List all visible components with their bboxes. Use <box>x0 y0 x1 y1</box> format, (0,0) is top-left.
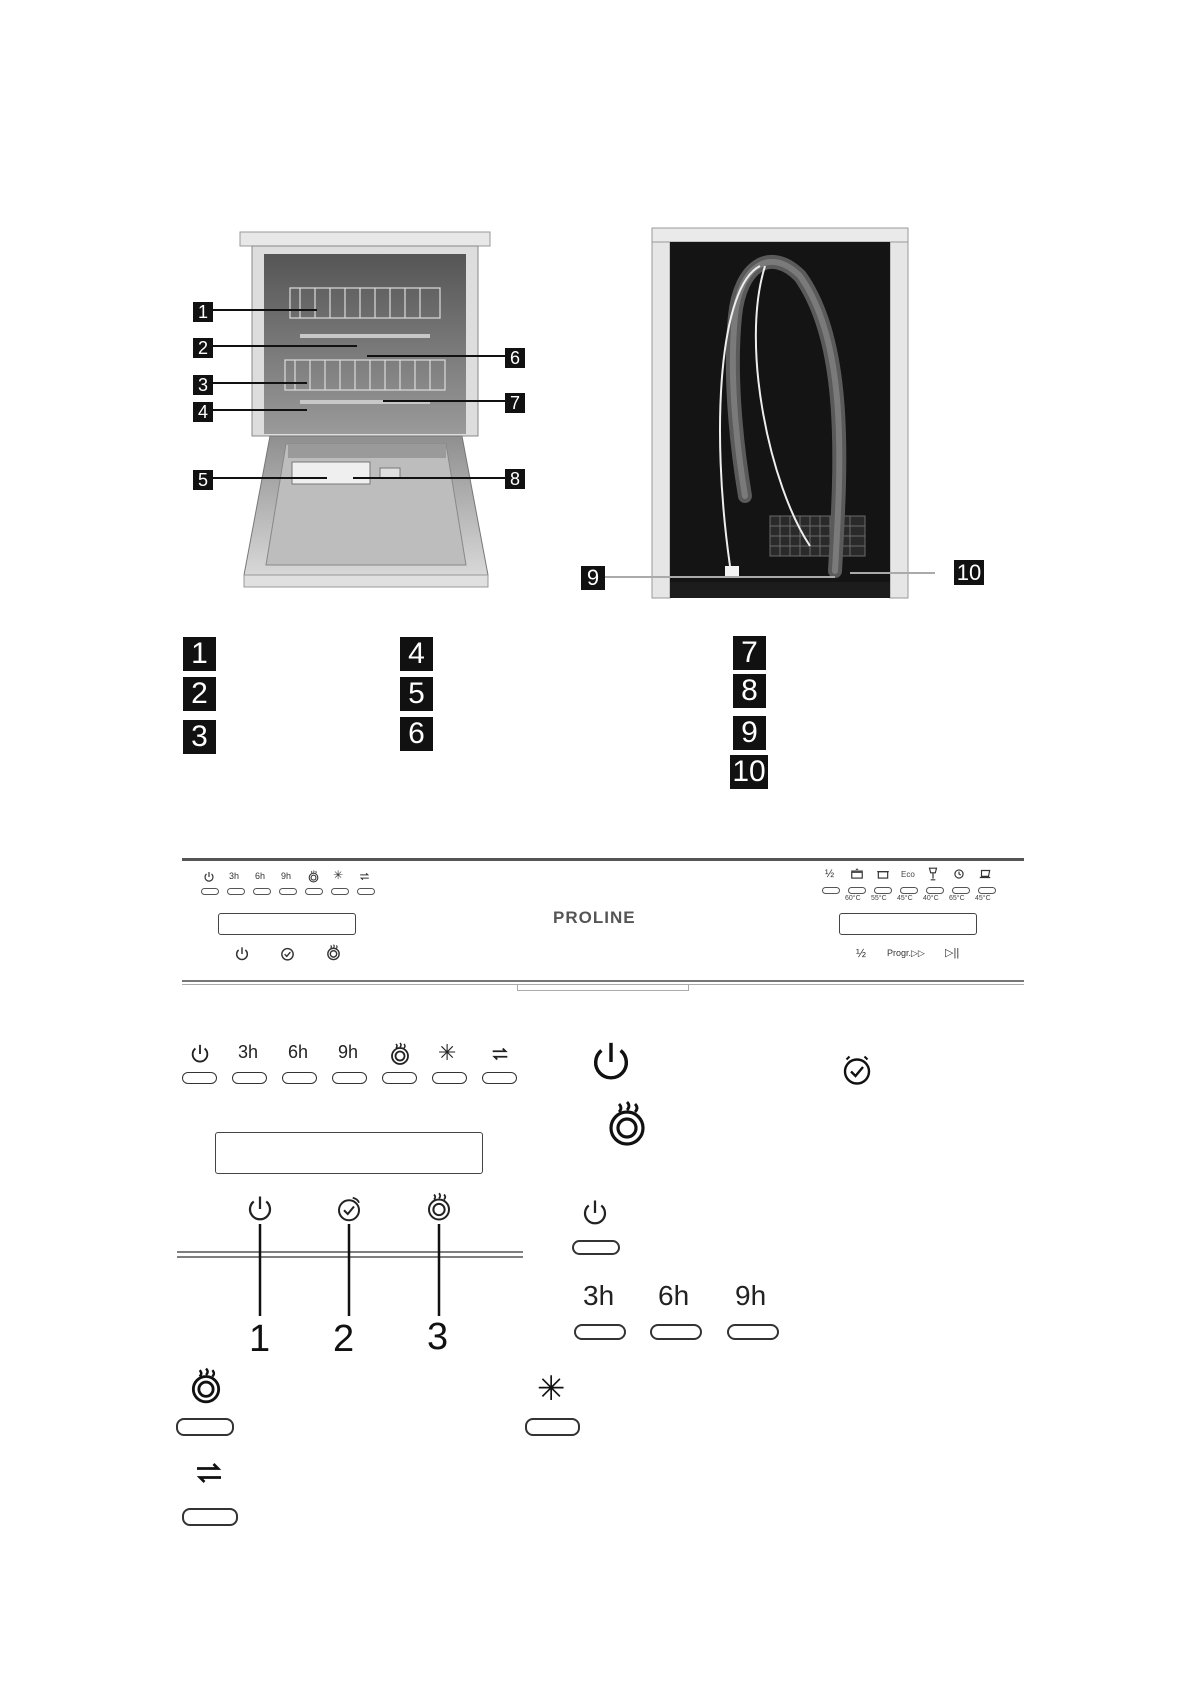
callout-10: 10 <box>954 560 984 585</box>
callout-7: 7 <box>505 393 525 413</box>
panel-eco-label: Eco <box>901 870 915 879</box>
panel-power-button-icon[interactable] <box>234 946 250 962</box>
detail-intensive-button-icon[interactable] <box>424 1192 454 1222</box>
panel-temp-6: 45°C <box>975 895 991 902</box>
explain-delay-6h: 6h <box>658 1280 690 1311</box>
explain-delay-led-9h <box>727 1324 779 1340</box>
panel-label-6h: 6h <box>255 871 266 881</box>
legend-2: 2 <box>183 677 216 711</box>
fast-forward-icon: ▷▷ <box>911 948 925 958</box>
panel-led <box>201 888 219 895</box>
detail-rinse-aid-icon: ✳ <box>438 1040 457 1065</box>
panel-right-display <box>839 913 977 935</box>
detail-led <box>232 1072 267 1084</box>
panel-intensive-button-icon[interactable] <box>325 944 342 961</box>
panel-program-led <box>952 887 970 894</box>
panel-label-3h: 3h <box>229 871 240 881</box>
brand-logo: PROLINE <box>553 908 636 927</box>
panel-program-glass-icon <box>927 867 939 881</box>
dishwasher-back-photo <box>650 226 910 606</box>
panel-rinse-aid-icon: ✳ <box>333 868 344 882</box>
panel-half-load-button[interactable]: ½ <box>856 946 867 960</box>
panel-led <box>305 888 323 895</box>
callout-3: 3 <box>193 375 213 395</box>
callout-9: 9 <box>581 566 605 590</box>
callout-4: 4 <box>193 402 213 422</box>
detail-power-indicator-icon <box>189 1043 211 1065</box>
explain-rinse-aid-icon: ✳ <box>537 1370 566 1408</box>
detail-salt-icon <box>488 1043 512 1065</box>
front-callout-lines <box>195 300 525 490</box>
panel-led <box>253 888 271 895</box>
explain-delay-led-3h <box>574 1324 626 1340</box>
callout-1: 1 <box>193 302 213 322</box>
legend-7: 7 <box>733 636 766 670</box>
panel-program-button-label: Progr. <box>887 948 912 958</box>
panel-program-prewash-icon <box>978 867 992 881</box>
detail-callout-1: 1 <box>249 1318 271 1360</box>
panel-program-led <box>926 887 944 894</box>
panel-led <box>331 888 349 895</box>
panel-delay-button-icon[interactable] <box>279 945 296 962</box>
detail-label-3h: 3h <box>238 1042 259 1062</box>
detail-label-9h: 9h <box>338 1042 359 1062</box>
panel-intensive-icon <box>307 870 320 883</box>
explain-power-led <box>572 1240 620 1255</box>
explain-delay-icon <box>839 1052 875 1088</box>
legend-10: 10 <box>730 755 768 789</box>
detail-led <box>332 1072 367 1084</box>
detail-label-6h: 6h <box>288 1042 309 1062</box>
legend-9: 9 <box>733 716 766 750</box>
legend-3: 3 <box>183 720 216 754</box>
explain-salt-icon <box>190 1455 228 1491</box>
explain-intensive-icon <box>603 1100 651 1148</box>
panel-half-load-label: ½ <box>825 868 835 880</box>
legend-8: 8 <box>733 674 766 708</box>
panel-left-display <box>218 913 356 935</box>
detail-callout-3: 3 <box>427 1316 449 1358</box>
panel-temp-3: 45°C <box>897 895 913 902</box>
panel-program-pot-icon <box>876 868 890 880</box>
panel-program-led <box>848 887 866 894</box>
panel-program-pots-icon <box>850 868 864 880</box>
panel-label-9h: 9h <box>281 871 292 881</box>
legend-4: 4 <box>400 637 433 671</box>
panel-program-led <box>874 887 892 894</box>
explain-delay-3h: 3h <box>583 1280 615 1311</box>
explain-intensive-led <box>176 1418 234 1436</box>
panel-program-led <box>822 887 840 894</box>
panel-temp-1: 60°C <box>845 895 861 902</box>
explain-rinse-aid-led <box>525 1418 580 1436</box>
back-callout-lines <box>595 555 945 595</box>
explain-power-led-icon <box>580 1198 610 1228</box>
panel-program-quick-icon <box>952 867 966 881</box>
callout-6: 6 <box>505 348 525 368</box>
detail-intensive-indicator-icon <box>388 1042 412 1066</box>
detail-callout-2: 2 <box>333 1318 355 1360</box>
panel-program-led <box>978 887 996 894</box>
detail-led <box>382 1072 417 1084</box>
panel-program-led <box>900 887 918 894</box>
panel-temp-4: 40°C <box>923 895 939 902</box>
detail-display <box>215 1132 483 1174</box>
explain-power-icon <box>588 1039 634 1085</box>
detail-led <box>432 1072 467 1084</box>
panel-program-button[interactable] <box>887 948 925 959</box>
explain-salt-led <box>182 1508 238 1526</box>
panel-start-pause-button[interactable]: ▷|| <box>945 947 960 959</box>
callout-8: 8 <box>505 469 525 489</box>
panel-temp-5: 65°C <box>949 895 965 902</box>
legend-6: 6 <box>400 717 433 751</box>
legend-1: 1 <box>183 637 216 671</box>
panel-led <box>357 888 375 895</box>
detail-led <box>482 1072 517 1084</box>
panel-temp-2: 55°C <box>871 895 887 902</box>
legend-5: 5 <box>400 677 433 711</box>
detail-led <box>282 1072 317 1084</box>
detail-led <box>182 1072 217 1084</box>
explain-intensive-led-icon <box>187 1367 225 1405</box>
panel-led <box>227 888 245 895</box>
explain-delay-9h: 9h <box>735 1280 767 1311</box>
callout-2: 2 <box>193 338 213 358</box>
explain-delay-led-6h <box>650 1324 702 1340</box>
panel-led <box>279 888 297 895</box>
callout-5: 5 <box>193 470 213 490</box>
panel-salt-icon <box>358 870 371 883</box>
panel-power-icon <box>203 871 215 883</box>
